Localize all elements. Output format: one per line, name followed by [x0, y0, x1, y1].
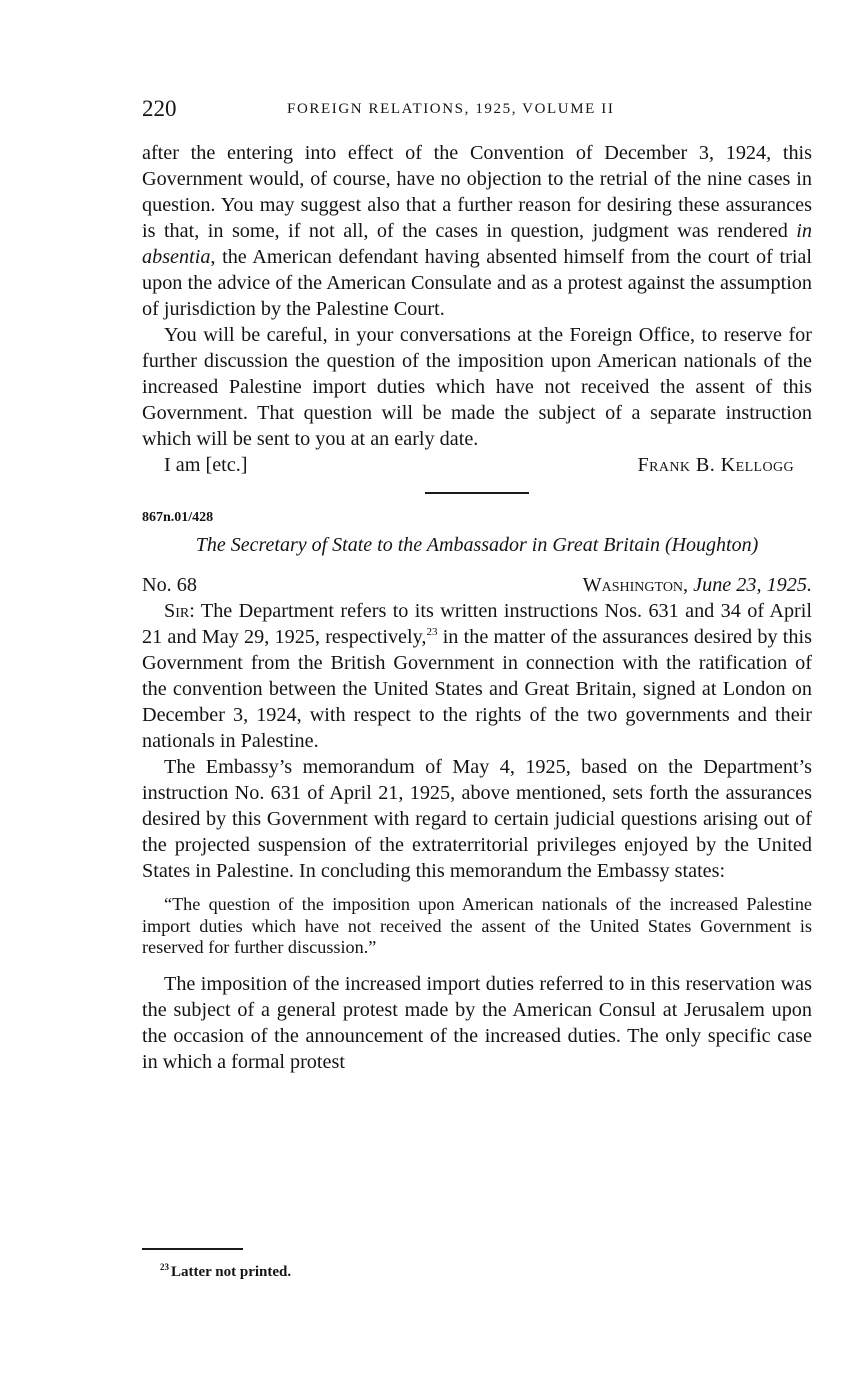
text-run: in the matter of the assurances desired by this Government from the British Government in connection with the ratification of the convention between the United States and Great Britain, signed at London on December 3, 1924, with respect to the rights of the two governments and their nationals in Palestine.	[142, 626, 812, 752]
paragraph-1	[142, 598, 812, 754]
closing: I am [etc.]	[164, 454, 248, 476]
place: Washington,	[582, 574, 689, 596]
dateline	[142, 572, 812, 598]
page-body	[142, 140, 812, 1075]
footnote	[160, 1262, 291, 1281]
signature: Frank B. Kellogg	[637, 454, 794, 476]
date: June 23, 1925.	[693, 574, 812, 596]
paragraph-2: The Embassy’s memorandum of May 4, 1925, based on the Department’s instruction No. 631 of April 21, 1925, above mentioned, sets forth the assurances desired by this Government with regard to certain judicial questions arising out of the projected suspension of the extraterritorial privileges enjoyed by the United States in Palestine. In concluding this memorandum the Embassy states:	[142, 756, 812, 882]
document-title: The Secretary of State to the Ambassador in Great Britain (Houghton)	[195, 534, 759, 556]
page-number: 220	[142, 96, 177, 121]
instruction-number: No. 68	[142, 574, 197, 596]
paragraph-3: The imposition of the increased import duties referred to in this reservation was the subject of a general protest made by the American Consul at Jerusalem upon the occasion of the announcement of the increased duties. The only specific case in which a formal protest	[142, 972, 812, 1073]
block-quote: “The question of the imposition upon American nationals of the increased Palestine import duties which have not received the assent of the United States Government is reserved for further discussion.”	[142, 894, 812, 957]
footnote-rule	[142, 1248, 243, 1250]
text-run: : The Department refers to its written instructions Nos. 631 and 34 of April 21 and May 29, 1925, respectively,	[142, 600, 812, 648]
place-date	[583, 572, 812, 598]
footnote-marker: 23	[160, 1262, 169, 1272]
letter1-paragraph-2: You will be careful, in your conversations at the Foreign Office, to reserve for further discussion the question of the imposition upon American nationals of the increased Palestine import duties which have not received the assent of this Government. That question will be made the subject of a separate instruction which will be sent to you at an early date.	[142, 324, 812, 450]
footnote-ref: 23	[426, 626, 438, 638]
closing-line	[142, 452, 812, 478]
salutation: Sir	[164, 600, 190, 622]
footnote-text: Latter not printed.	[171, 1264, 292, 1280]
page-header	[142, 96, 812, 126]
file-number: 867n.01/428	[142, 510, 214, 525]
text-run: , the American defendant having absented himself from the court of trial upon the advice of the American Consulate and as a protest against the assumption of jurisdiction by the Palestine Court.	[142, 246, 812, 320]
running-title: FOREIGN RELATIONS, 1925, VOLUME II	[287, 101, 615, 117]
text-run: after the entering into effect of the Convention of December 3, 1924, this Government would, of course, have no objection to the retrial of the nine cases in question. You may suggest also that a further reason for desiring these assurances is that, in some, if not all, of the cases in question, judgment was rendered	[142, 142, 812, 242]
letter1-paragraph-continued	[142, 140, 812, 322]
italic-phrase: in absentia	[142, 220, 812, 268]
section-divider	[425, 492, 529, 494]
